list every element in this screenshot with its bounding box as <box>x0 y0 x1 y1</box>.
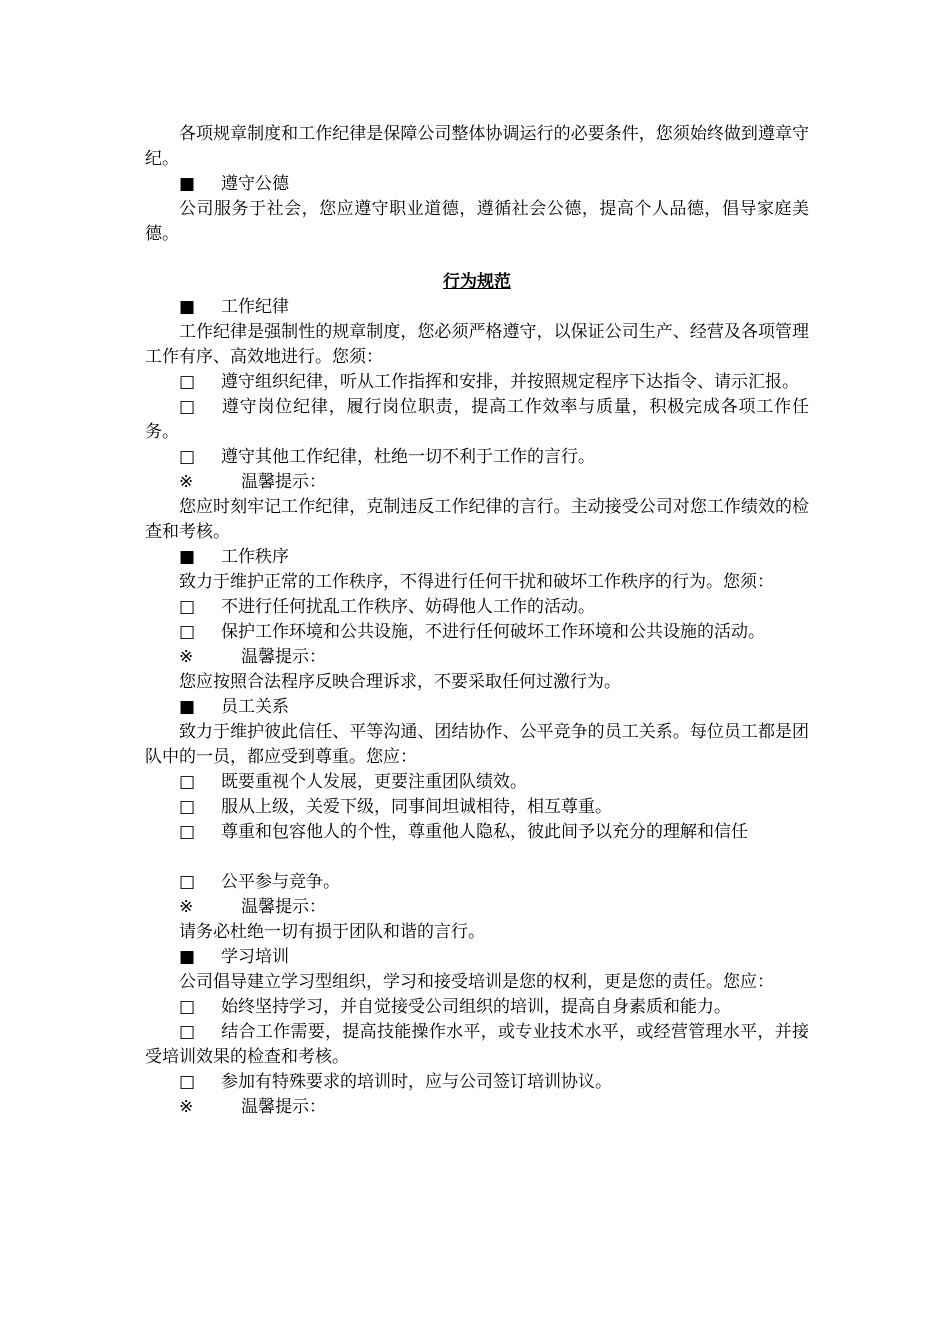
checkbox-square-icon: □ <box>179 1022 196 1042</box>
list-item: □ 不进行任何扰乱工作秩序、妨碍他人工作的活动。 <box>145 595 809 620</box>
tip-text: 您应时刻牢记工作纪律，克制违反工作纪律的言行。主动接受公司对您工作绩效的检查和考核。 <box>145 497 809 542</box>
intro-paragraph: 各项规章制度和工作纪律是保障公司整体协调运行的必要条件，您须始终做到遵章守纪。 <box>145 124 809 169</box>
filled-square-icon: ■ <box>179 297 196 317</box>
tip-text: 您应按照合法程序反映合理诉求，不要采取任何过激行为。 <box>179 672 621 692</box>
tip-label: ※ 温馨提示： <box>145 470 809 495</box>
filled-square-icon: ■ <box>179 697 196 717</box>
list-item: □ 尊重和包容他人的个性，尊重他人隐私，彼此间予以充分的理解和信任 <box>145 820 809 845</box>
section-heading-ethics: ■ 遵守公德 <box>145 172 809 197</box>
filled-square-icon: ■ <box>179 547 196 567</box>
reference-mark-icon: ※ <box>179 472 194 492</box>
discipline-intro: 工作纪律是强制性的规章制度，您必须严格遵守，以保证公司生产、经营及各项管理工作有序、高效地进行。您须： <box>145 322 809 367</box>
training-intro: 公司倡导建立学习型组织，学习和接受培训是您的权利，更是您的责任。您应： <box>179 972 774 992</box>
list-item: □ 遵守岗位纪律，履行岗位职责，提高工作效率与质量，积极完成各项工作任务。 <box>145 397 809 442</box>
document-body <box>145 122 809 1120</box>
page-title: 行为规范 <box>443 272 511 292</box>
blank-line <box>145 845 809 870</box>
order-intro: 致力于维护正常的工作秩序，不得进行任何干扰和破坏工作秩序的行为。您须： <box>179 572 774 592</box>
checkbox-square-icon: □ <box>179 447 196 467</box>
list-item: □ 结合工作需要，提高技能操作水平，或专业技术水平，或经营管理水平，并接受培训效果的检查和考核。 <box>145 1022 809 1067</box>
list-item: □ 保护工作环境和公共设施，不进行任何破坏工作环境和公共设施的活动。 <box>145 620 809 645</box>
list-item: □ 遵守组织纪律，听从工作指挥和安排，并按照规定程序下达指令、请示汇报。 <box>145 370 809 395</box>
checkbox-square-icon: □ <box>179 397 196 417</box>
checkbox-square-icon: □ <box>179 822 196 842</box>
checkbox-square-icon: □ <box>179 1072 196 1092</box>
checkbox-square-icon: □ <box>179 372 196 392</box>
section-heading-discipline: ■ 工作纪律 <box>145 295 809 320</box>
relations-intro: 致力于维护彼此信任、平等沟通、团结协作、公平竞争的员工关系。每位员工都是团队中的一员，都应受到尊重。您应： <box>145 722 809 767</box>
section-heading-training: ■ 学习培训 <box>145 945 809 970</box>
checkbox-square-icon: □ <box>179 597 196 617</box>
tip-label: ※ 温馨提示： <box>145 1095 809 1120</box>
checkbox-square-icon: □ <box>179 772 196 792</box>
filled-square-icon: ■ <box>179 947 196 967</box>
list-item: □ 公平参与竞争。 <box>145 870 809 895</box>
section-heading-relations: ■ 员工关系 <box>145 695 809 720</box>
list-item: □ 始终坚持学习，并自觉接受公司组织的培训，提高自身素质和能力。 <box>145 995 809 1020</box>
reference-mark-icon: ※ <box>179 1097 194 1117</box>
list-item: □ 既要重视个人发展，更要注重团队绩效。 <box>145 770 809 795</box>
list-item: □ 遵守其他工作纪律，杜绝一切不利于工作的言行。 <box>145 445 809 470</box>
section-heading-order: ■ 工作秩序 <box>145 545 809 570</box>
checkbox-square-icon: □ <box>179 872 196 892</box>
ethics-paragraph: 公司服务于社会，您应遵守职业道德，遵循社会公德，提高个人品德，倡导家庭美德。 <box>145 199 809 244</box>
checkbox-square-icon: □ <box>179 622 196 642</box>
tip-text: 请务必杜绝一切有损于团队和谐的言行。 <box>179 922 485 942</box>
filled-square-icon: ■ <box>179 174 196 194</box>
reference-mark-icon: ※ <box>179 647 194 667</box>
tip-label: ※ 温馨提示： <box>145 645 809 670</box>
checkbox-square-icon: □ <box>179 997 196 1017</box>
checkbox-square-icon: □ <box>179 797 196 817</box>
list-item: □ 参加有特殊要求的培训时，应与公司签订培训协议。 <box>145 1070 809 1095</box>
list-item: □ 服从上级，关爱下级，同事间坦诚相待，相互尊重。 <box>145 795 809 820</box>
reference-mark-icon: ※ <box>179 897 194 917</box>
tip-label: ※ 温馨提示： <box>145 895 809 920</box>
